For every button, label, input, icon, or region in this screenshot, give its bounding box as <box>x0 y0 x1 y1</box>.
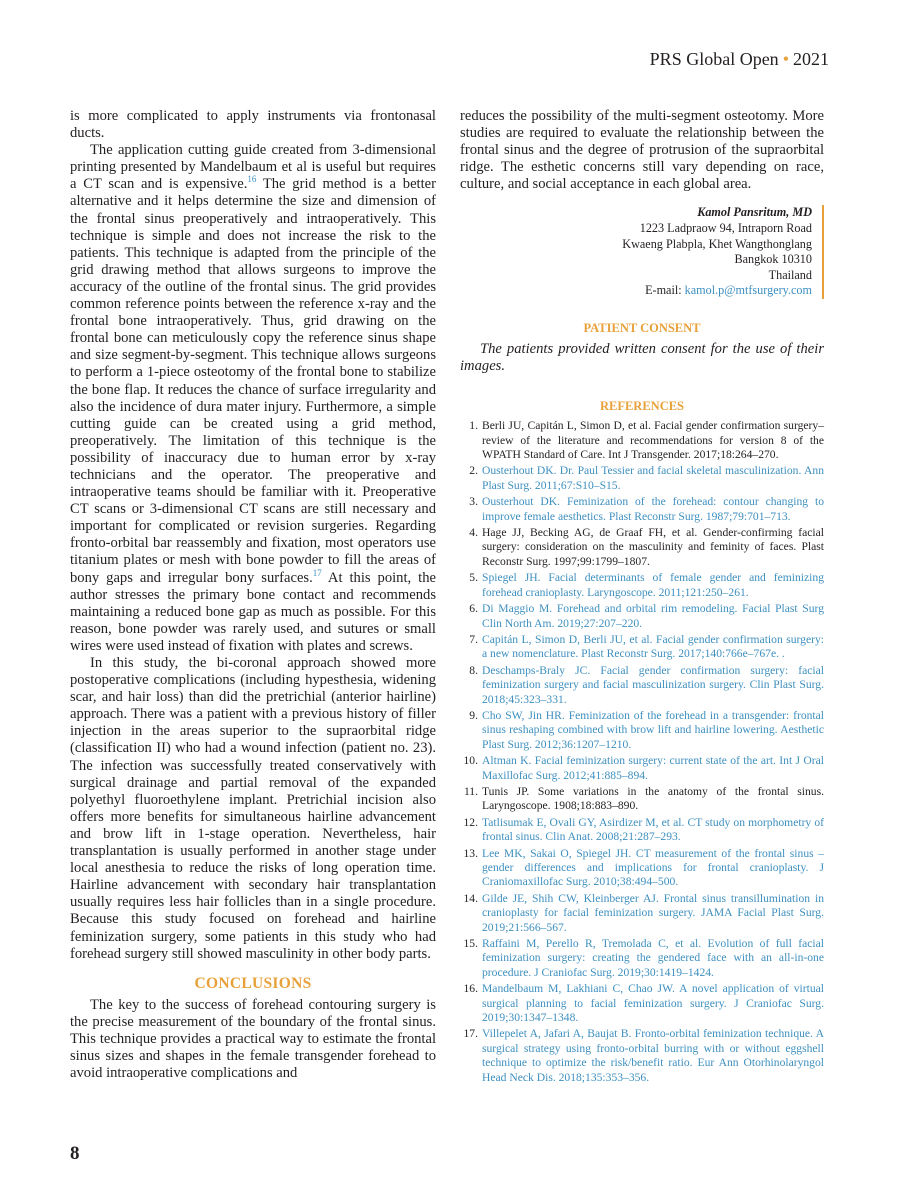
paragraph: In this study, the bi-coronal approach showed more postoperative complications (including hypesthesia, widening scar, and hair loss) than did the pretrichial (anterior hairline) approach. There was a patient with a previous history of filler injection in the areas superior to the supraorbital ridge (classification II) who had a wound infection (patient no. 23). The infection was successfully treated conservatively with surgical drainage and partial removal of the expanded polyethyl fluoroethylene implant. Pretrichial incision also offers more benefits for simultaneous hairline advancement and brow lift in 1-stage operation. Nevertheless, hair transplantation is usually performed in another stage under local anesthesia to reduce the risks of long operation time. Hairline advancement with secondary hair transplantation usually requires less hair follicles than in a single procedure. Because this study focused on forehead and hairline feminization surgery, some patients in this study who had forehead surgery still showed masculinity in other body parts. <box>70 655 436 962</box>
reference-item[interactable] <box>460 602 824 631</box>
email-line <box>460 283 812 299</box>
author-signature-block <box>460 205 824 299</box>
reference-text[interactable]: Tatlisumak E, Ovali GY, Asirdizer M, et al. CT study on morphometry of frontal sinus. Clin Anat. 2008;21:287–293. <box>482 815 824 844</box>
reference-text: Berli JU, Capitán L, Simon D, et al. Facial gender confirmation surgery–review of the literature and recommendations for version 8 of the WPATH Standard of Care. Int J Transgender. 2017;18:264–270. <box>482 419 824 462</box>
header-bullet: • <box>782 49 789 69</box>
paragraph: reduces the possibility of the multi-segment osteotomy. More studies are required to evaluate the relationship between the frontal sinus and the degree of protrusion of the supraorbital ridge. The esthetic concerns still vary depending on race, culture, and social acceptance in each global area. <box>460 108 824 193</box>
reference-item <box>460 785 824 814</box>
reference-text[interactable]: Mandelbaum M, Lakhiani C, Chao JW. A novel application of virtual surgical planning to facial feminization surgery. J Craniofac Surg. 2019;30:1347–1348. <box>482 982 824 1025</box>
reference-item[interactable] <box>460 982 824 1025</box>
reference-number: 9. <box>469 708 478 722</box>
email-label: E-mail: <box>645 283 685 298</box>
reference-item <box>460 419 824 462</box>
reference-item[interactable] <box>460 816 824 845</box>
reference-text[interactable]: Capitán L, Simon D, Berli JU, et al. Facial gender confirmation surgery: a new nomenclature. Plast Reconstr Surg. 2017;140:766e–767e. . <box>482 632 824 661</box>
reference-text[interactable]: Lee MK, Sakai O, Spiegel JH. CT measurement of the frontal sinus – gender differences and implications for frontal cranioplasty. J Craniomaxillofac Surg. 2010;38:494–500. <box>482 846 824 889</box>
author-name: Kamol Pansritum, MD <box>697 205 812 220</box>
reference-text[interactable]: Altman K. Facial feminization surgery: current state of the art. Int J Oral Maxillofac Surg. 2012;41:885–894. <box>482 754 824 782</box>
reference-item[interactable] <box>460 464 824 493</box>
running-header <box>650 49 829 70</box>
paragraph-text: The application cutting guide created from 3-dimensional printing presented by Mandelbaum et al is useful but requires a CT scan and is expensive. <box>70 142 436 193</box>
reference-item[interactable] <box>460 847 824 890</box>
page-number: 8 <box>70 1143 80 1164</box>
reference-number: 15. <box>463 937 478 951</box>
reference-number: 8. <box>469 663 478 677</box>
reference-text[interactable]: Raffaini M, Perello R, Tremolada C, et al. Evolution of full facial feminization surgery: creating the gendered face with an all-in-one procedure. J Craniofac Surg. 2019;30:1419–1424. <box>482 937 824 979</box>
reference-number: 11. <box>463 784 478 798</box>
journal-name: PRS Global Open <box>649 49 779 69</box>
reference-item[interactable] <box>460 633 824 662</box>
reference-number: 16. <box>463 982 478 996</box>
consent-text: The patients provided written consent for the use of their images. <box>460 341 824 375</box>
reference-item[interactable] <box>460 571 824 600</box>
reference-item[interactable] <box>460 892 824 935</box>
reference-number: 7. <box>469 632 478 646</box>
paragraph: is more complicated to apply instruments via frontonasal ducts. <box>70 108 436 142</box>
section-heading-references: REFERENCES <box>599 399 685 414</box>
paragraph-text: At this point, the author stresses the primary bone contact and recommends maintaining a reduced bone gap as much as possible. For this reason, bone powder was rarely used, and sutures or small wires were used instead of fixation with plates and screws. <box>70 569 436 654</box>
reference-text[interactable]: Deschamps-Braly JC. Facial gender confirmation surgery: facial feminization surgery and facial masculinization surgery. Clin Plast Surg. 2018;45:323–331. <box>482 663 824 706</box>
reference-text: Hage JJ, Becking AG, de Graaf FH, et al. Gender-confirming facial surgery: consideration on the masculinity and feminity of faces. Plast Reconstr Surg. 1997;99:1799–1807. <box>482 526 824 568</box>
section-heading-patient-consent: PATIENT CONSENT <box>583 321 701 336</box>
address-line: Kwaeng Plabpla, Khet Wangthonglang <box>622 236 812 251</box>
reference-text[interactable]: Ousterhout DK. Dr. Paul Tessier and facial skeletal masculinization. Ann Plast Surg. 2011;67:S10–S15. <box>482 464 824 492</box>
reference-text[interactable]: Di Maggio M. Forehead and orbital rim remodeling. Facial Plast Surg Clin North Am. 2019;27:207–220. <box>482 602 824 630</box>
reference-item[interactable] <box>460 937 824 980</box>
reference-text[interactable]: Spiegel JH. Facial determinants of female gender and feminizing forehead cranioplasty. Laryngoscope. 2011;121:250–261. <box>482 571 824 599</box>
citation-link[interactable]: 17 <box>312 567 322 578</box>
reference-text[interactable]: Cho SW, Jin HR. Feminization of the forehead in a transgender: frontal sinus reshaping combined with brow lift and hairline lowering. Aesthetic Plast Surg. 2012;36:1207–1210. <box>482 708 824 751</box>
paragraph-text: The grid method is a better alternative and it helps determine the size and dimension of the frontal sinus preoperatively and intraoperatively. This technique is simple and does not increase the risk to the patients. This technique is adapted from the principle of the grid drawing method that allows surgeons to improve the accuracy of the outline of the frontal sinus. The grid provides common reference points between the reference x-ray and the frontal bone intraoperatively. Thus, grid drawing on the frontal bone can meticulously copy the reference sinus shape and size segment-by-segment. This technique allows surgeons to perform a 1-piece osteotomy of the frontal bone to stabilize the bone flap. It reduces the chance of surface irregularity and also the incidence of dura mater injury. Furthermore, a simple cutting guide can be created using a grid method, preoperatively. The limitation of this technique is the possibility of inaccuracy due to human error by x-ray technicians and the operator. The preoperative and intraoperative teams should be familiar with it. Preoperative CT scans or 3-dimensional CT scans are still necessary and important for complicated or revision surgeries. Regarding fronto-orbital bar reassembly and fixation, most operators use titanium plates or mesh with bone powder to fill the areas of bony gaps and irregular bony surfaces. <box>70 176 437 586</box>
reference-number: 6. <box>469 602 478 616</box>
reference-number: 2. <box>469 464 478 478</box>
reference-text[interactable]: Gilde JE, Shih CW, Kleinberger AJ. Frontal sinus transillumination in cranioplasty for facial feminization surgery. JAMA Facial Plast Surg. 2019;21:566–567. <box>482 891 824 934</box>
right-column <box>460 108 824 1087</box>
reference-number: 14. <box>463 891 478 905</box>
reference-number: 1. <box>469 419 478 433</box>
reference-item[interactable] <box>460 495 824 524</box>
reference-number: 17. <box>463 1027 478 1041</box>
reference-number: 4. <box>469 526 478 540</box>
journal-year: 2021 <box>793 49 829 69</box>
reference-number: 5. <box>469 571 478 585</box>
address-line: Bangkok 10310 <box>734 252 812 267</box>
citation-link[interactable]: 16 <box>247 174 257 185</box>
reference-number: 3. <box>469 495 478 509</box>
reference-item[interactable] <box>460 709 824 752</box>
reference-list <box>460 419 824 1085</box>
address-line: 1223 Ladpraow 94, Intraporn Road <box>639 221 812 236</box>
reference-item[interactable] <box>460 664 824 707</box>
reference-number: 12. <box>463 815 478 829</box>
reference-item <box>460 526 824 569</box>
left-column <box>70 108 436 1082</box>
reference-item[interactable] <box>460 1027 824 1085</box>
address-line: Thailand <box>768 267 812 282</box>
reference-text[interactable]: Villepelet A, Jafari A, Baujat B. Fronto-orbital feminization technique. A surgical strategy using fronto-orbital burring with or without eggshell technique to optimize the risk/benefit ratio. Eur Ann Otorhinolaryngol Head Neck Dis. 2018;135:353–356. <box>482 1027 824 1084</box>
paragraph <box>70 142 436 655</box>
paragraph: The key to the success of forehead contouring surgery is the precise measurement of the boundary of the frontal sinus. This technique provides a practical way to estimate the frontal sinus sizes and shapes in the female transgender forehead to avoid intraoperative complications and <box>70 996 436 1082</box>
reference-number: 13. <box>463 846 478 860</box>
reference-text[interactable]: Ousterhout DK. Feminization of the forehead: contour changing to improve female aesthetics. Plast Reconstr Surg. 1987;79:701–713. <box>482 495 824 523</box>
reference-number: 10. <box>463 754 478 768</box>
reference-item[interactable] <box>460 754 824 783</box>
section-heading-conclusions: CONCLUSIONS <box>194 974 312 992</box>
reference-text: Tunis JP. Some variations in the anatomy of the frontal sinus. Laryngoscope. 1908;18:883–890. <box>482 784 824 813</box>
email-link[interactable]: kamol.p@mtfsurgery.com <box>684 283 812 298</box>
